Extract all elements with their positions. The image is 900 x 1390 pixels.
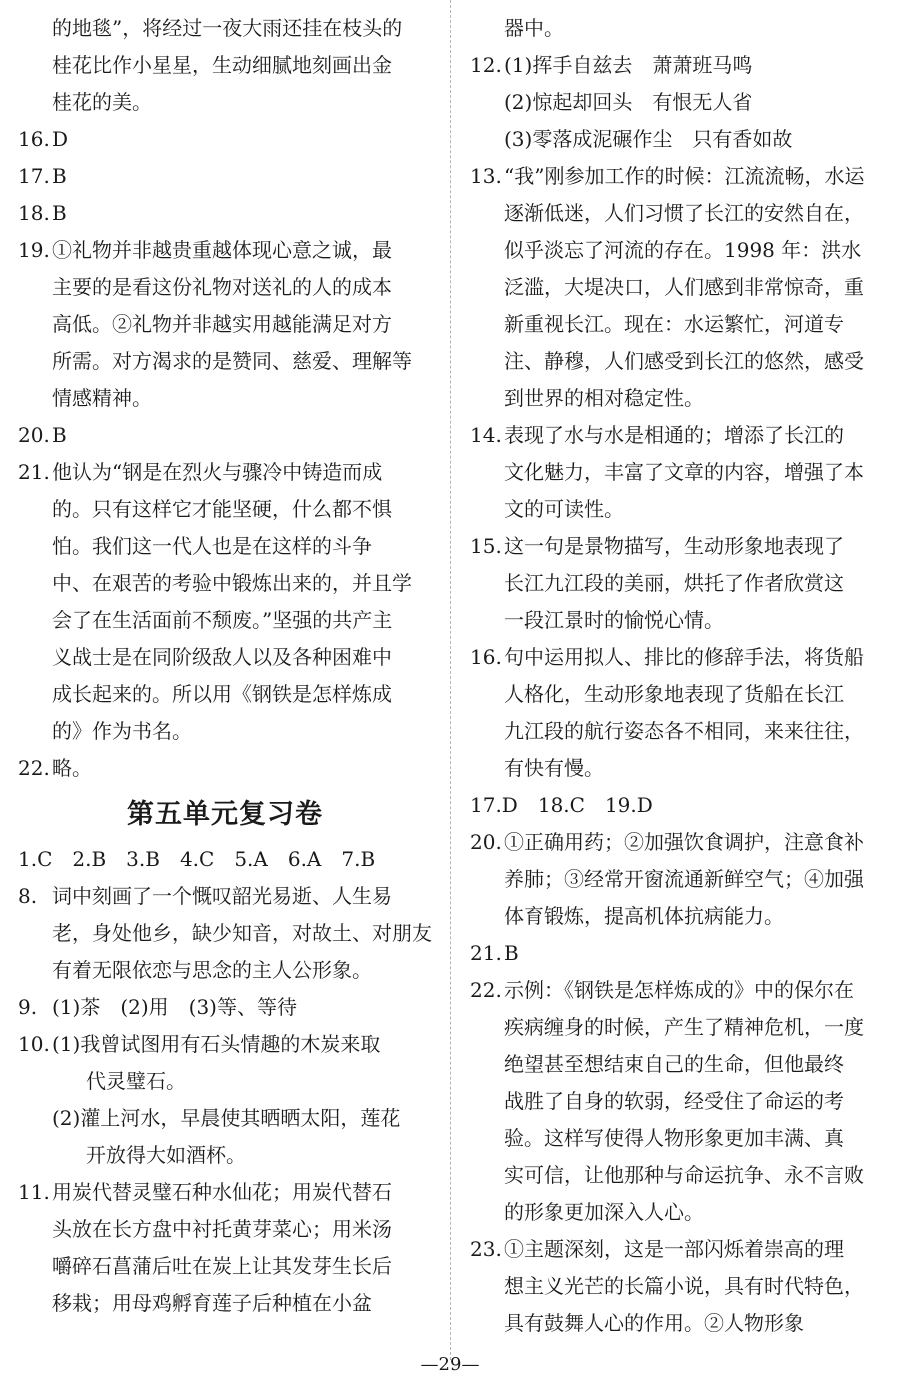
text-line: 文的可读性。 xyxy=(504,497,624,521)
item-number: 15. xyxy=(470,534,502,558)
answer-item xyxy=(18,195,432,232)
text-line: 高低。②礼物并非越实用越能满足对方 xyxy=(52,312,392,336)
answer-item xyxy=(18,454,432,750)
answer-item xyxy=(470,417,888,528)
continued-text xyxy=(470,10,888,47)
left-column xyxy=(18,10,432,1322)
text-line: 的。只有这样它才能坚硬，什么都不惧 xyxy=(52,497,392,521)
item-text xyxy=(52,989,432,1026)
item-text xyxy=(504,417,888,528)
text-line: 移栽；用母鸡孵育莲子后种植在小盆 xyxy=(52,1291,372,1315)
item-text xyxy=(504,639,888,787)
text-line: D xyxy=(52,127,69,151)
answer-item xyxy=(18,232,432,417)
text-line: 具有鼓舞人心的作用。②人物形象 xyxy=(504,1311,804,1335)
item-text xyxy=(504,158,888,417)
text-line: 人格化，生动形象地表现了货船在长江 xyxy=(504,682,844,706)
item-text xyxy=(52,232,432,417)
item-text xyxy=(504,528,888,639)
column-divider xyxy=(450,0,451,1360)
item-number: 20. xyxy=(18,423,50,447)
answer-list xyxy=(470,158,888,787)
text-line: 表现了水与水是相通的；增添了长江的 xyxy=(504,423,844,447)
text-line: 绝望甚至想结束自己的生命，但他最终 xyxy=(504,1052,844,1076)
item-text xyxy=(52,878,432,989)
section-heading: 第五单元复习卷 xyxy=(127,799,323,830)
text-line: 养肺；③经常开窗流通新鲜空气；④加强 xyxy=(504,867,864,891)
answer-item xyxy=(18,878,432,989)
answer-item-12: 12. (1)挥手自兹去 萧萧班马鸣 (2)惊起却回头 有恨无人省 (3)零落成泥碾作尘 只有香如故 xyxy=(470,53,793,151)
item-text xyxy=(504,972,888,1231)
answer-list xyxy=(18,1174,432,1322)
text-line: ①礼物并非越贵重越体现心意之诚，最 xyxy=(52,238,392,262)
item-text xyxy=(504,1231,888,1342)
text-line: 泛滥，大堤决口，人们感到非常惊奇，重 xyxy=(504,275,864,299)
answer-list xyxy=(470,824,888,1342)
text-line: 器中。 xyxy=(504,16,564,40)
item-text xyxy=(52,158,432,195)
text-line: 注、静穆，人们感受到长江的悠然，感受 xyxy=(504,349,864,373)
text-line: 义战士是在同阶级敌人以及各种困难中 xyxy=(52,645,392,669)
item-number: 16. xyxy=(18,127,50,151)
item-number: 19. xyxy=(18,238,50,262)
text-line: 体育锻炼，提高机体抗病能力。 xyxy=(504,904,784,928)
text-line: 似乎淡忘了河流的存在。1998 年：洪水 xyxy=(504,238,862,262)
item-number: 17. xyxy=(18,164,50,188)
text-line: (1)茶 (2)用 (3)等、等待 xyxy=(52,995,297,1019)
text-line: 嚼碎石菖蒲后吐在炭上让其发芽生长后 xyxy=(52,1254,392,1278)
text-line: 新重视长江。现在：水运繁忙，河道专 xyxy=(504,312,844,336)
item-number: 14. xyxy=(470,423,502,447)
text-line: B xyxy=(52,164,67,188)
item-number: 16. xyxy=(470,645,502,669)
item-text xyxy=(52,454,432,750)
answer-item xyxy=(470,639,888,787)
text-line: 桂花比作小星星，生动细腻地刻画出金 xyxy=(52,53,392,77)
text-line: 的形象更加深入人心。 xyxy=(504,1200,704,1224)
text-line: 有快有慢。 xyxy=(504,756,604,780)
answer-item xyxy=(470,1231,888,1342)
text-line: 想主义光芒的长篇小说，具有时代特色， xyxy=(504,1274,864,1298)
text-line: 怕。我们这一代人也是在这样的斗争 xyxy=(52,534,372,558)
item-number: 8. xyxy=(18,884,38,908)
item-text xyxy=(504,824,888,935)
answer-list xyxy=(18,878,432,1026)
answer-item xyxy=(470,528,888,639)
answer-item-10: 10. (1)我曾试图用有石头情趣的木炭来取 代灵璧石。 (2)灌上河水，早晨使其晒晒太阳，莲花 开放得大如酒杯。 xyxy=(18,1032,401,1167)
text-line: ①主题深刻，这是一部闪烁着崇高的理 xyxy=(504,1237,844,1261)
text-line: 长江九江段的美丽，烘托了作者欣赏这 xyxy=(504,571,844,595)
item-number: 13. xyxy=(470,164,502,188)
item-text xyxy=(52,750,432,787)
text-line: ①正确用药；②加强饮食调护，注意食补 xyxy=(504,830,864,854)
text-line: 主要的是看这份礼物对送礼的人的成本 xyxy=(52,275,392,299)
text-line: 示例：《钢铁是怎样炼成的》中的保尔在 xyxy=(504,978,854,1002)
item-number: 21. xyxy=(18,460,50,484)
text-line: 中、在艰苦的考验中锻炼出来的，并且学 xyxy=(52,571,412,595)
item-number: 23. xyxy=(470,1237,502,1261)
answers-row: 1.C 2.B 3.B 4.C 5.A 6.A 7.B xyxy=(18,847,376,871)
item-number: 21. xyxy=(470,941,502,965)
answer-list xyxy=(18,121,432,787)
item-text xyxy=(52,1174,432,1322)
item-number: 22. xyxy=(18,756,50,780)
text-line: 文化魅力，丰富了文章的内容，增强了本 xyxy=(504,460,864,484)
item-number: 9. xyxy=(18,995,38,1019)
text-line: 老，身处他乡，缺少知音，对故土、对朋友 xyxy=(52,921,432,945)
answer-item xyxy=(18,417,432,454)
text-line: 头放在长方盘中衬托黄芽菜心；用米汤 xyxy=(52,1217,392,1241)
text-line: B xyxy=(52,201,67,225)
answer-item xyxy=(470,158,888,417)
text-line: 的地毯”，将经过一夜大雨还挂在枝头的 xyxy=(52,16,403,40)
text-line: “我”刚参加工作的时候：江流流畅，水运 xyxy=(504,164,865,188)
page-number: —29— xyxy=(420,1354,480,1375)
answer-item xyxy=(470,972,888,1231)
item-text xyxy=(504,935,888,972)
text-line: 桂花的美。 xyxy=(52,90,152,114)
text-line: 情感精神。 xyxy=(52,386,152,410)
text-line: 所需。对方渴求的是赞同、慈爱、理解等 xyxy=(52,349,412,373)
item-text xyxy=(52,121,432,158)
text-line: 逐渐低迷，人们习惯了长江的安然自在， xyxy=(504,201,864,225)
item-text xyxy=(52,417,432,454)
text-line: 一段江景时的愉悦心情。 xyxy=(504,608,724,632)
text-line: 有着无限依恋与思念的主人公形象。 xyxy=(52,958,372,982)
text-line: 实可信，让他那种与命运抗争、永不言败 xyxy=(504,1163,864,1187)
text-line: 他认为“钢是在烈火与骤冷中铸造而成 xyxy=(52,460,383,484)
text-line: 成长起来的。所以用《钢铁是怎样炼成 xyxy=(52,682,392,706)
text-line: 的》作为书名。 xyxy=(52,719,192,743)
right-column xyxy=(470,10,888,1342)
text-line: 句中运用拟人、排比的修辞手法，将货船 xyxy=(504,645,864,669)
text-line: B xyxy=(52,423,67,447)
text-line: 战胜了自身的软弱，经受住了命运的考 xyxy=(504,1089,844,1113)
text-line: 到世界的相对稳定性。 xyxy=(504,386,704,410)
text-line: 这一句是景物描写，生动形象地表现了 xyxy=(504,534,844,558)
text-line: 用炭代替灵璧石种水仙花；用炭代替石 xyxy=(52,1180,392,1204)
text-line: 词中刻画了一个慨叹韶光易逝、人生易 xyxy=(52,884,392,908)
text-line: 九江段的航行姿态各不相同，来来往往， xyxy=(504,719,864,743)
answer-item xyxy=(18,1174,432,1322)
item-number: 11. xyxy=(18,1180,50,1204)
answers-row: 17.D 18.C 19.D xyxy=(470,793,653,817)
answer-item xyxy=(470,824,888,935)
item-number: 22. xyxy=(470,978,502,1002)
answer-item xyxy=(18,158,432,195)
text-line: B xyxy=(504,941,519,965)
text-line: 会了在生活面前不颓废。”坚强的共产主 xyxy=(52,608,393,632)
text-line: 验。这样写使得人物形象更加丰满、真 xyxy=(504,1126,844,1150)
text-line: 略。 xyxy=(52,756,92,780)
text-line: 疾病缠身的时候，产生了精神危机，一度 xyxy=(504,1015,864,1039)
answer-item xyxy=(18,989,432,1026)
item-number: 18. xyxy=(18,201,50,225)
item-text xyxy=(52,195,432,232)
continued-text xyxy=(18,10,432,121)
answer-item xyxy=(470,935,888,972)
answer-item xyxy=(18,121,432,158)
answer-item xyxy=(18,750,432,787)
item-number: 20. xyxy=(470,830,502,854)
